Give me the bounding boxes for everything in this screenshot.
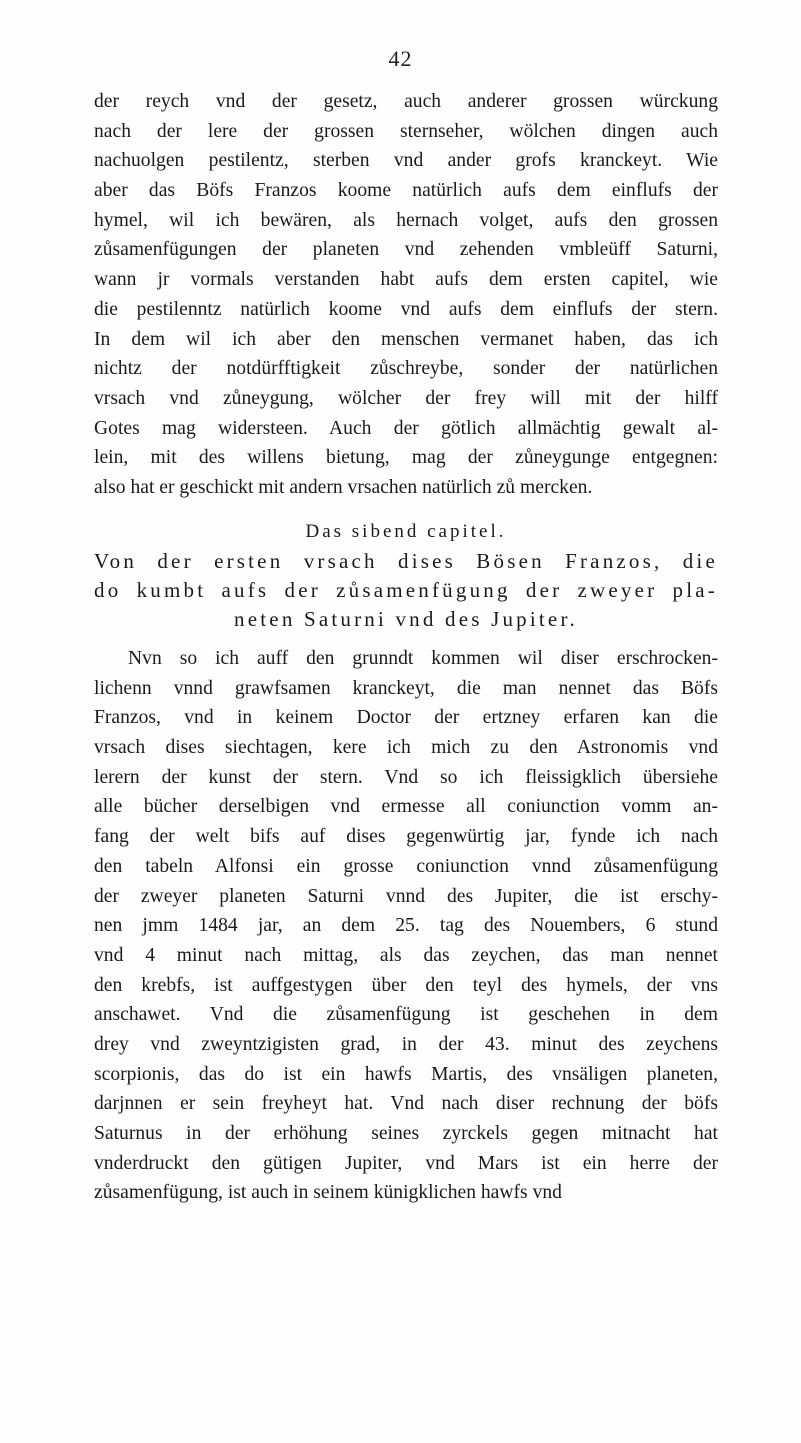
text-line: vnderdruckt den gütigen Jupiter, vnd Mars ist ein herre der (94, 1152, 718, 1174)
text-line: drey vnd zweyntzigisten grad, in der 43. minut des zeychens (94, 1033, 718, 1055)
text-line: anschawet. Vnd die zůsamenfügung ist geschehen in dem (94, 1004, 718, 1026)
text-line: Gotes mag widersteen. Auch der götlich allmächtig gewalt al- (94, 417, 718, 439)
text-line: nachuolgen pestilentz, sterben vnd ander grofs kranckeyt. Wie (94, 150, 718, 172)
text-line: In dem wil ich aber den menschen vermanet haben, das ich (94, 328, 718, 350)
text-line: hymel, wil ich bewären, als hernach volget, aufs den grossen (94, 209, 718, 231)
text-line: scorpionis, das do ist ein hawfs Martis, des vnsäligen planeten, (94, 1063, 718, 1085)
text-line: vnd 4 minut nach mittag, als das zeychen, das man nennet (94, 944, 718, 966)
text-line: nichtz der notdürfftigkeit zůschreybe, sonder der natürlichen (94, 358, 718, 380)
text-line: aber das Böfs Franzos koome natürlich aufs dem einflufs der (94, 180, 718, 202)
page-number: 42 (388, 46, 413, 71)
text-line: darjnnen er sein freyheyt hat. Vnd nach diser rechnung der böfs (94, 1093, 718, 1115)
paragraph-2 (94, 644, 718, 1208)
text-line: den tabeln Alfonsi ein grosse coniunction vnnd zůsamenfügung (94, 855, 718, 877)
chapter-subtitle-line-2: do kumbt aufs der zůsamenfügung der zweyer pla- (94, 578, 718, 602)
text-line: vrsach dises siechtagen, kere ich mich zu den Astronomis vnd (94, 737, 718, 759)
chapter-subtitle-line-1: Von der ersten vrsach dises Bösen Franzos, die (94, 549, 718, 573)
paragraph-1 (94, 87, 718, 503)
text-line: lein, mit des willens bietung, mag der zůneygunge entgegnen: (94, 447, 718, 469)
text-line: Franzos, vnd in keinem Doctor der ertzney erfaren kan die (94, 707, 718, 729)
chapter-subtitle-line-3: neten Saturni vnd des Jupiter. (234, 607, 578, 631)
text-line: alle bücher derselbigen vnd ermesse all coniunction vomm an- (94, 796, 718, 818)
text-line: Saturnus in der erhöhung seines zyrckels gegen mitnacht hat (94, 1123, 718, 1144)
chapter-title: Das sibend capitel. (305, 521, 507, 542)
text-line: nen jmm 1484 jar, an dem 25. tag des Nouembers, 6 stund (94, 915, 718, 937)
text-line: der reych vnd der gesetz, auch anderer grossen würckung (94, 91, 718, 112)
chapter-heading (94, 517, 718, 634)
text-line: Nvn so ich auff den grunndt kommen wil diser erschrocken- (128, 648, 718, 669)
text-line: der zweyer planeten Saturni vnnd des Jupiter, die ist erschy- (94, 885, 718, 907)
text-line: lerern der kunst der stern. Vnd so ich fleissigklich übersiehe (94, 766, 718, 788)
text-line: den krebfs, ist auffgestygen über den teyl des hymels, der vns (94, 974, 718, 996)
text-line: zůsamenfügungen der planeten vnd zehenden vmbleüff Saturni, (94, 239, 718, 261)
text-line: fang der welt bifs auf dises gegenwürtig jar, fynde ich nach (94, 826, 718, 848)
text-line: zůsamenfügung, ist auch in seinem künigklichen hawfs vnd (94, 1182, 562, 1204)
text-line: vrsach vnd zůneygung, wölcher der frey will mit der hilff (94, 387, 718, 409)
text-line: lichenn vnnd grawfsamen kranckeyt, die man nennet das Böfs (94, 677, 718, 699)
text-line: also hat er geschickt mit andern vrsachen natürlich zů mercken. (94, 476, 593, 498)
text-line: nach der lere der grossen sternseher, wölchen dingen auch (94, 120, 718, 142)
text-line: die pestilenntz natürlich koome vnd aufs dem einflufs der stern. (94, 298, 718, 320)
text-line: wann jr vormals verstanden habt aufs dem ersten capitel, wie (94, 269, 718, 291)
